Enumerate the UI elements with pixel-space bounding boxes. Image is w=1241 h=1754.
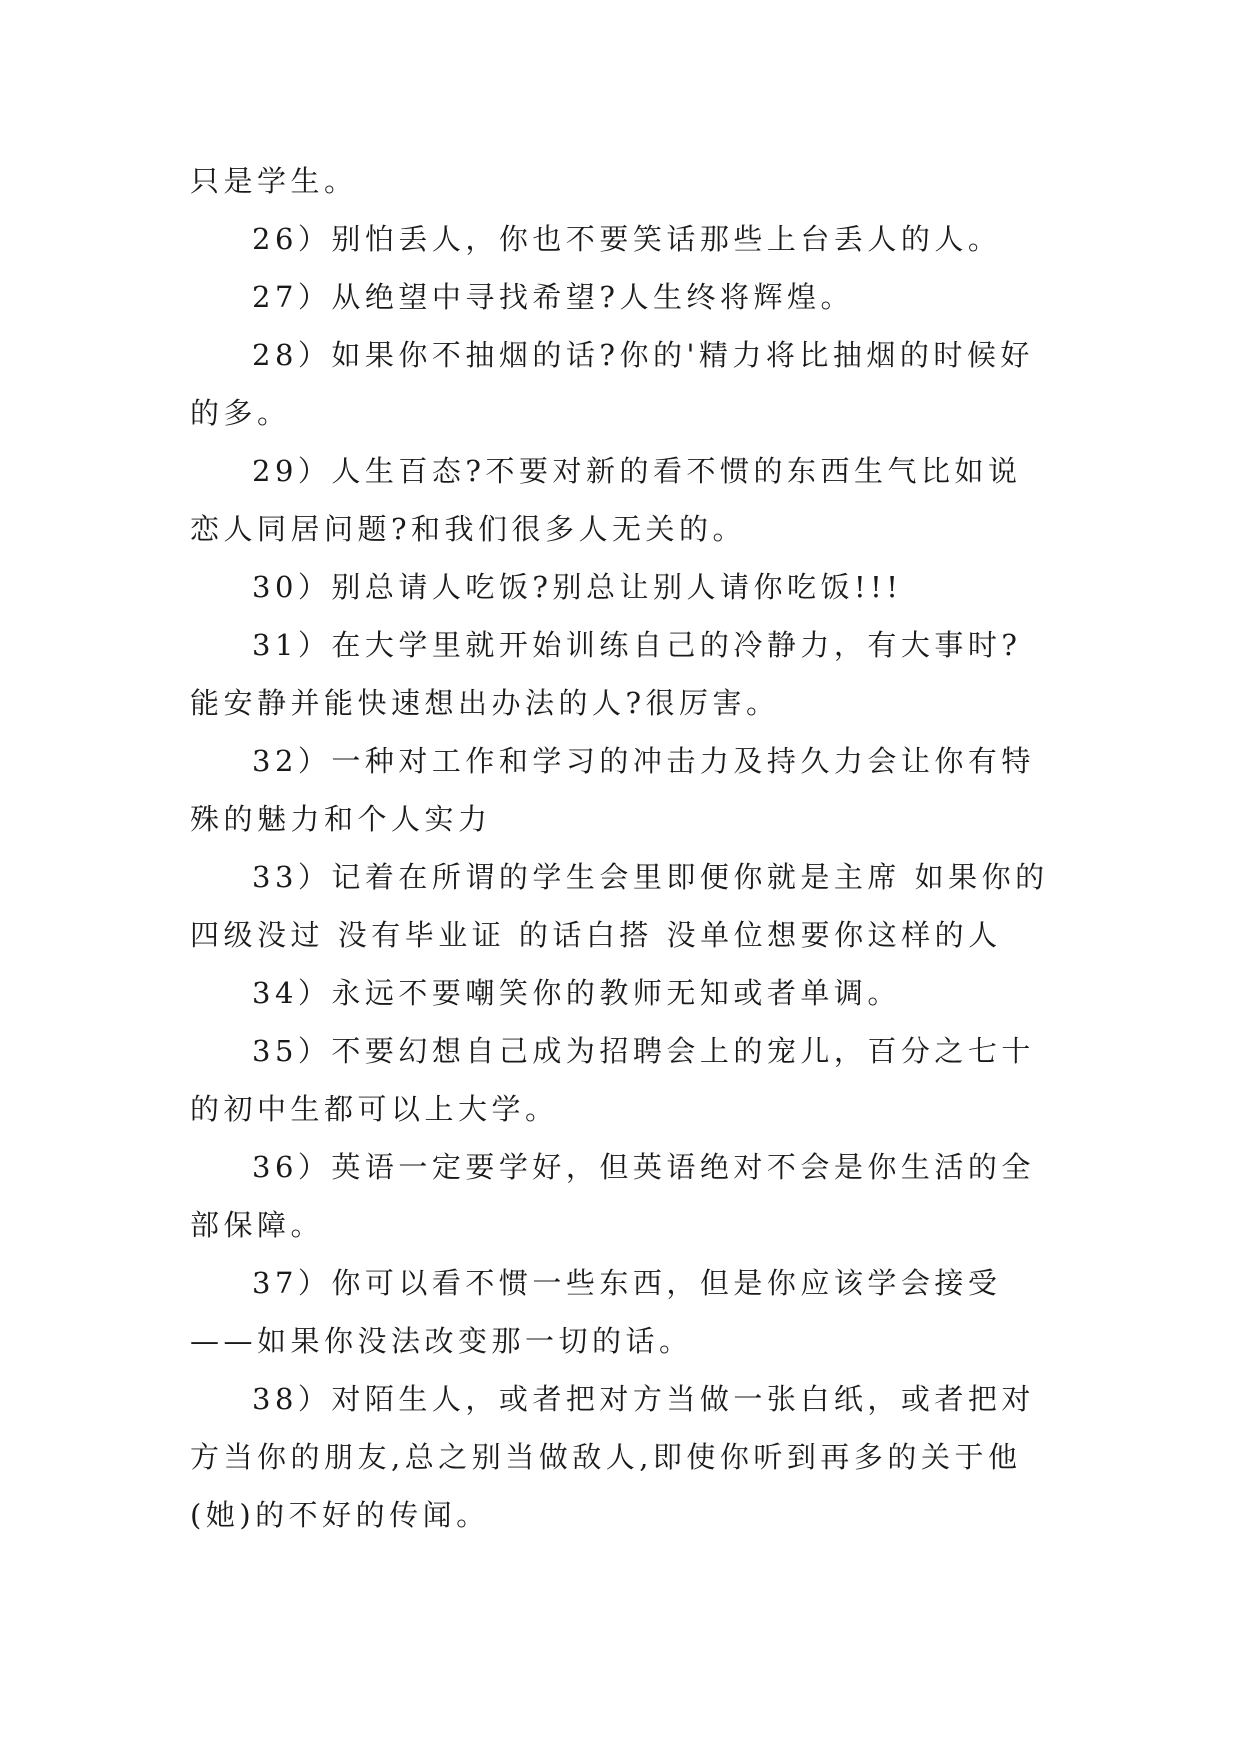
- list-item-32: 32）一种对工作和学习的冲击力及持久力会让你有特殊的魅力和个人实力: [190, 744, 1035, 836]
- paragraph-continuation: 只是学生。: [190, 164, 358, 198]
- list-item-35: 35）不要幻想自己成为招聘会上的宠儿，百分之七十的初中生都可以上大学。: [190, 1034, 1035, 1126]
- list-item-31: 31）在大学里就开始训练自己的冷静力，有大事时?能安静并能快速想出办法的人?很厉害。: [190, 628, 1022, 720]
- list-item-26: 26）别怕丢人，你也不要笑话那些上台丢人的人。: [252, 222, 1002, 256]
- list-item-37: 37）你可以看不惯一些东西，但是你应该学会接受——如果你没法改变那一切的话。: [190, 1266, 1002, 1358]
- list-item-33: 33）记着在所谓的学生会里即便你就是主席 如果你的四级没过 没有毕业证 的话白搭 没单位想要你这样的人: [190, 860, 1049, 952]
- list-item-27: 27）从绝望中寻找希望?人生终将辉煌。: [252, 280, 854, 314]
- list-item-29: 29）人生百态?不要对新的看不惯的东西生气比如说恋人同居问题?和我们很多人无关的。: [190, 454, 1022, 546]
- list-item-36: 36）英语一定要学好，但英语绝对不会是你生活的全部保障。: [190, 1150, 1035, 1242]
- document-body: [190, 152, 1052, 1544]
- list-item-30: 30）别总请人吃饭?别总让别人请你吃饭!!!: [252, 570, 903, 604]
- list-item-34: 34）永远不要嘲笑你的教师无知或者单调。: [252, 976, 901, 1010]
- list-item-28: 28）如果你不抽烟的话?你的'精力将比抽烟的时候好的多。: [190, 338, 1034, 430]
- list-item-38: 38）对陌生人，或者把对方当做一张白纸，或者把对方当你的朋友,总之别当做敌人,即使你听到再多的关于他(她)的不好的传闻。: [190, 1382, 1035, 1532]
